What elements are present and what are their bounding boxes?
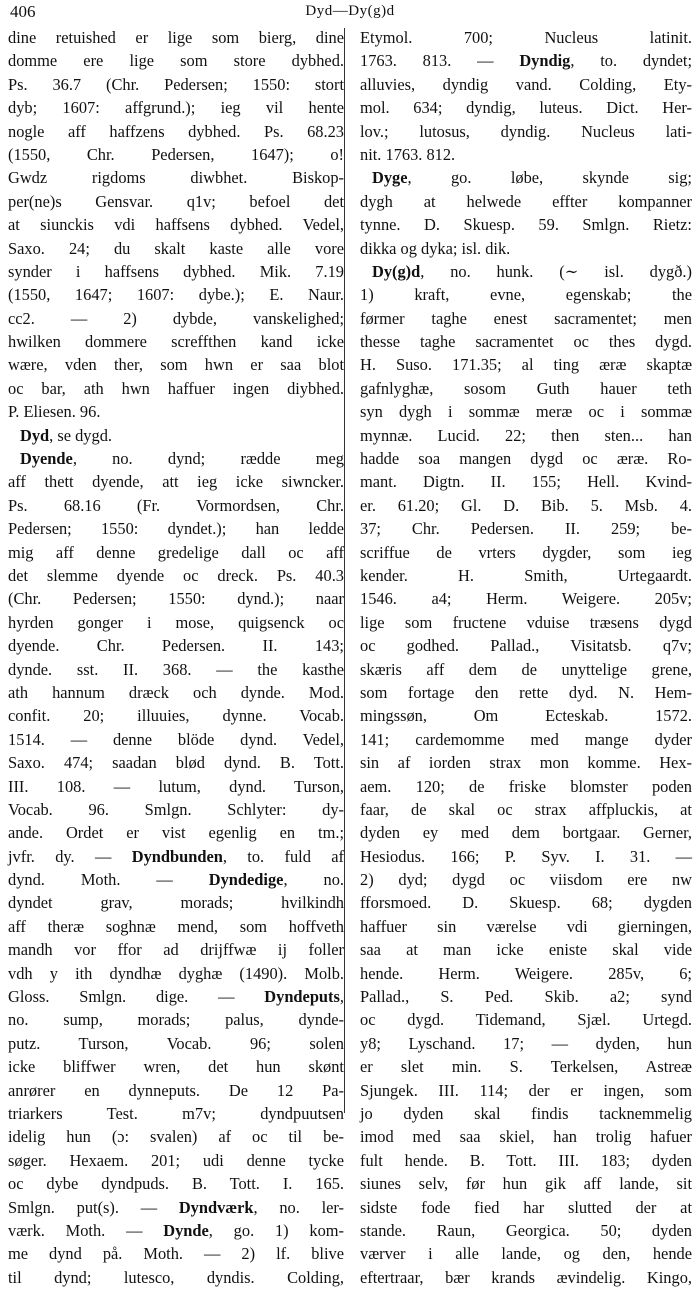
text-line (8, 541, 344, 564)
line-text: dynd. Moth. — (8, 870, 209, 890)
text-line (360, 283, 692, 306)
text-line (360, 541, 692, 564)
line-text: lov.; lutosus, dyndig. Nucleus lati- (360, 121, 692, 141)
text-line (8, 798, 344, 821)
line-text: det slemme dyende oc dreck. Ps. 40.3 (8, 565, 344, 585)
line-text: mig aff denne gredelige dall oc aff (8, 542, 344, 562)
text-line (8, 1032, 344, 1055)
line-text: aem. 120; de friske blomster poden (360, 776, 692, 796)
text-line (8, 400, 344, 423)
text-line (360, 213, 692, 236)
text-line (360, 821, 692, 844)
line-text: mant. Digtn. II. 155; Hell. Kvind- (360, 472, 692, 492)
line-text: aff theræ soghnæ mend, som hoffveth (8, 916, 344, 936)
text-line (8, 470, 344, 493)
line-text: icke bliffwer wren, det hun skønt (8, 1057, 344, 1077)
text-line (8, 1219, 344, 1242)
line-text: mandh vor ffor ad drijffwæ ij foller (8, 940, 344, 960)
text-line (8, 1008, 344, 1031)
line-text: no. sump, morads; palus, dynde- (8, 1010, 344, 1030)
line-text: aff thett dyende, att ieg icke siwncker. (8, 472, 344, 492)
line-text: 37; Chr. Pedersen. II. 259; be- (360, 519, 692, 539)
line-text: førmer taghe enest sacramentet; men (360, 308, 692, 328)
line-text: dygh at helwede effter kompanner (360, 191, 692, 211)
text-line (360, 915, 692, 938)
text-line (8, 868, 344, 891)
line-text: hyrden gonger i mose, quigsenck oc (8, 612, 344, 632)
text-line (8, 587, 344, 610)
text-line (8, 845, 344, 868)
headword: Dynde (163, 1220, 209, 1240)
line-text: ath hannum dræck och dynde. Mod. (8, 682, 344, 702)
line-text: mingssøn, Om Ecteskab. 1572. (360, 706, 692, 726)
text-line (360, 938, 692, 961)
line-text: alluvies, dyndig vand. Colding, Ety- (360, 74, 692, 94)
line-text: dyende. Chr. Pedersen. II. 143; (8, 636, 344, 656)
text-line (8, 751, 344, 774)
line-text: , go. løbe, skynde sig; (407, 168, 692, 188)
text-line (8, 377, 344, 400)
text-line (360, 26, 692, 49)
right-column (360, 26, 693, 1287)
text-line (8, 143, 344, 166)
line-text: Etymol. 700; Nucleus latinit. (360, 28, 692, 47)
text-line (360, 447, 692, 470)
text-line (360, 634, 692, 657)
text-line (8, 1149, 344, 1172)
column-divider (344, 28, 345, 1113)
text-line (360, 1008, 692, 1031)
line-text: Pallad., S. Ped. Skib. a2; synd (360, 987, 692, 1007)
text-line (8, 728, 344, 751)
line-text: , to. dyndet; (570, 51, 693, 71)
line-text: scriffue de vrters dygder, som ieg (360, 542, 692, 562)
line-text: cc2. — 2) dybde, vanskelighed; (8, 308, 344, 328)
line-text: , to. fuld af (222, 846, 344, 866)
text-line (360, 891, 692, 914)
line-text: Pedersen; 1550: dyndet.); han ledde (8, 519, 344, 539)
text-line (8, 330, 344, 353)
text-line (360, 658, 692, 681)
line-text: gafnlyghæ, sosom Guth hauer teth (360, 378, 692, 398)
line-text: fforsmoed. D. Skuesp. 68; dygden (360, 893, 692, 913)
line-text: Ps. 68.16 (Fr. Vormordsen, Chr. (8, 495, 344, 515)
text-line (360, 1102, 692, 1125)
line-text: ande. Ordet er vist egenlig en tm.; (8, 823, 344, 843)
text-line (8, 962, 344, 985)
line-text: wære, vden ther, som hwn er saa blot (8, 355, 344, 375)
text-line (360, 237, 692, 260)
text-line (360, 611, 692, 634)
line-text: (1550, 1647; 1607: dybe.); E. Naur. (8, 285, 344, 305)
running-head: Dyd—Dy(g)d (305, 3, 395, 19)
text-line (360, 166, 692, 189)
line-text: III. 108. — lutum, dynd. Turson, (8, 776, 344, 796)
line-text: værk. Moth. — (8, 1220, 164, 1240)
line-text: jvfr. dy. — (8, 846, 132, 866)
text-line (8, 1055, 344, 1078)
text-line (360, 845, 692, 868)
line-text: hwilken dommere screffthen kand icke (8, 332, 344, 352)
line-text: domme ere lige som store dybhed. (8, 51, 344, 71)
line-text: , no. ler- (253, 1197, 344, 1217)
line-text: dyden ey med dem bortgaar. Gerner, (360, 823, 692, 843)
line-text: dine retuished er lige som bierg, dine (8, 28, 344, 47)
text-line (360, 798, 692, 821)
line-text: mol. 634; dyndig, luteus. Dict. Her- (360, 98, 692, 118)
text-line (360, 377, 692, 400)
line-text: 1763. 813. — (360, 51, 520, 71)
text-line (8, 49, 344, 72)
headword: Dyndbunden (131, 846, 223, 866)
text-line (360, 353, 692, 376)
line-text: vdh y ith dyndhæ dyghæ (1490). Molb. (8, 963, 344, 983)
line-text: Saxo. 24; du skalt kaste alle vore (8, 238, 344, 258)
text-line (8, 1242, 344, 1265)
line-text: Sjungek. III. 114; der er ingen, som (360, 1080, 692, 1100)
line-text: me dynd på. Moth. — 2) lf. blive (8, 1244, 344, 1264)
text-line (8, 658, 344, 681)
headword: Dyndig (519, 51, 571, 71)
headword: Dy(g)d (372, 261, 421, 281)
text-line (360, 868, 692, 891)
text-line (8, 564, 344, 587)
line-text: oc godhed. Pallad., Visitatsb. q7v; (360, 636, 692, 656)
line-text: 1546. a4; Herm. Weigere. 205v; (360, 589, 692, 609)
line-text: 1514. — denne blöde dynd. Vedel, (8, 729, 344, 749)
text-line (8, 237, 344, 260)
line-text: værver i alle lande, og den, hende (360, 1244, 692, 1264)
text-line (360, 1125, 692, 1148)
text-line (360, 96, 692, 119)
text-line (8, 26, 344, 49)
line-text: Hesiodus. 166; P. Syv. I. 31. — (360, 846, 692, 866)
text-line (360, 1266, 692, 1289)
line-text: skæris aff dem de unyttelige grene, (360, 659, 692, 679)
text-line (8, 166, 344, 189)
text-line (8, 494, 344, 517)
line-text: siunes selv, før hun gik aff lande, sit (360, 1174, 692, 1194)
line-text: anrører en dynneputs. De 12 Pa- (8, 1080, 344, 1100)
text-line (360, 1196, 692, 1219)
text-line (360, 1219, 692, 1242)
text-line (360, 330, 692, 353)
line-text: til dynd; lutesco, dyndis. Colding, (8, 1267, 344, 1287)
line-text: nit. 1763. 812. (360, 144, 456, 164)
text-line (360, 1172, 692, 1195)
line-text: Gloss. Smlgn. dige. — (8, 987, 265, 1007)
line-text: dikka og dyka; isl. dik. (360, 238, 511, 258)
text-line (8, 891, 344, 914)
text-line (8, 681, 344, 704)
line-text: , no. hunk. (∼ isl. dygð.) (420, 261, 692, 281)
line-text: nogle aff haffzens dybhed. Ps. 68.23 (8, 121, 344, 141)
text-line (8, 213, 344, 236)
text-line (8, 120, 344, 143)
text-line (8, 1079, 344, 1102)
text-line (360, 143, 692, 166)
text-line (8, 260, 344, 283)
line-text: mynnæ. Lucid. 22; then sten... han (360, 425, 692, 445)
text-line (8, 190, 344, 213)
line-text: søger. Hexaem. 201; udi denne tycke (8, 1150, 344, 1170)
text-line (360, 400, 692, 423)
headword: Dyd (20, 425, 50, 445)
line-text: 141; cardemomme med mange dyder (360, 729, 692, 749)
line-text: dynde. sst. II. 368. — the kasthe (8, 659, 344, 679)
line-text: lige som fructene vduise træsens dygd (360, 612, 692, 632)
line-text: fult hende. B. Tott. III. 183; dyden (360, 1150, 692, 1170)
line-text: oc dygd. Tidemand, Sjæl. Urtegd. (360, 1010, 692, 1030)
line-text: (1550, Chr. Pedersen, 1647); o! (8, 144, 344, 164)
line-text: kender. H. Smith, Urtegaardt. (360, 565, 692, 585)
line-text: confit. 20; illuuies, dynne. Vocab. (8, 706, 344, 726)
line-text: Saxo. 474; saadan blød dynd. B. Tott. (8, 753, 344, 773)
text-line (360, 1242, 692, 1265)
text-line (360, 775, 692, 798)
text-line (360, 190, 692, 213)
line-text: stande. Raun, Georgica. 50; dyden (360, 1220, 692, 1240)
line-text: y8; Lyschand. 17; — dyden, hun (360, 1033, 692, 1053)
line-text: er slet min. S. Terkelsen, Astreæ (360, 1057, 692, 1077)
text-line (8, 915, 344, 938)
text-line (360, 587, 692, 610)
text-line (360, 1149, 692, 1172)
text-line (360, 728, 692, 751)
text-line (8, 447, 344, 470)
line-text: er. 61.20; Gl. D. Bib. 5. Msb. 4. (360, 495, 692, 515)
line-text: jo dyden skal findis tacknemmelig (360, 1103, 692, 1123)
text-line (360, 962, 692, 985)
line-text: Vocab. 96. Smlgn. Schlyter: dy- (8, 799, 344, 819)
text-line (360, 494, 692, 517)
line-text: , go. 1) kom- (208, 1220, 344, 1240)
text-line (360, 470, 692, 493)
line-text: P. Eliesen. 96. (8, 402, 101, 422)
text-line (360, 704, 692, 727)
line-text: sidste fode fied har slutted der at (360, 1197, 692, 1217)
line-text: oc dybe dyndpuds. B. Tott. I. 165. (8, 1174, 344, 1194)
text-line (8, 634, 344, 657)
line-text: , no. (283, 870, 344, 890)
line-text: putz. Turson, Vocab. 96; solen (8, 1033, 344, 1053)
text-line (360, 307, 692, 330)
headword: Dyndværk (178, 1197, 254, 1217)
text-line (8, 353, 344, 376)
line-text: , no. dynd; rædde meg (72, 449, 344, 469)
text-line (8, 1172, 344, 1195)
text-line (360, 985, 692, 1008)
line-text: faar, de skal oc strax affpluckis, at (360, 799, 692, 819)
text-line (360, 517, 692, 540)
line-text: synder i haffsens dybhed. Mik. 7.19 (8, 261, 344, 281)
line-text: H. Suso. 171.35; al ting æræ skaptæ (360, 355, 692, 375)
line-text: haffuer sin værelse vdi gierningen, (360, 916, 692, 936)
page-number: 406 (10, 2, 36, 21)
line-text: dyndet grav, morads; hvilkindh (8, 893, 344, 913)
text-line (8, 821, 344, 844)
line-text: idelig hun (ɔ: svalen) af oc til be- (8, 1127, 344, 1147)
page-header (8, 2, 692, 24)
line-text: thesse taghe sacramentet oc thes dygd. (360, 332, 692, 352)
text-line (8, 938, 344, 961)
line-text: (Chr. Pedersen; 1550: dynd.); naar (8, 589, 344, 609)
text-line (8, 73, 344, 96)
text-line (360, 260, 692, 283)
line-text: oc bar, ath hwn haffuer ingen diybhed. (8, 378, 344, 398)
line-text: hende. Herm. Weigere. 285v, 6; (360, 963, 692, 983)
headword: Dyndeputs (264, 987, 340, 1007)
line-text: sin af iorden strax mon komme. Hex- (360, 753, 692, 773)
text-columns (8, 26, 693, 1287)
text-line (8, 307, 344, 330)
line-text: , (339, 987, 344, 1007)
text-line (360, 120, 692, 143)
left-column (8, 26, 344, 1287)
text-line (360, 751, 692, 774)
line-text: dyb; 1607: affgrund.); ieg vil hente (8, 98, 344, 118)
line-text: imod med saa skiel, han trolig hafuer (360, 1127, 692, 1147)
line-text: saa at man icke eniste skal vide (360, 940, 692, 960)
text-line (8, 704, 344, 727)
text-line (360, 49, 692, 72)
line-text: Gwdz rigdoms diwbhet. Biskop- (8, 168, 344, 188)
line-text: , se dygd. (49, 425, 112, 445)
text-line (8, 1102, 344, 1125)
text-line (8, 1125, 344, 1148)
text-line (8, 1196, 344, 1219)
text-line (8, 775, 344, 798)
text-line (8, 424, 344, 447)
text-line (8, 517, 344, 540)
text-line (360, 564, 692, 587)
line-text: som fortage den rette dyd. N. Hem- (360, 682, 692, 702)
headword: Dyge (372, 168, 408, 188)
text-line (8, 985, 344, 1008)
headword: Dyndedige (208, 870, 284, 890)
text-line (8, 283, 344, 306)
line-text: hadde soa mangen dygd oc æræ. Ro- (360, 449, 692, 469)
line-text: syn dygh i sommæ meræ oc i sommæ (360, 402, 692, 422)
text-line (360, 424, 692, 447)
line-text: per(ne)s Gensvar. q1v; befoel det (8, 191, 344, 211)
text-line (360, 681, 692, 704)
text-line (360, 1032, 692, 1055)
line-text: tynne. D. Skuesp. 59. Smlgn. Rietz: (360, 215, 692, 235)
headword: Dyende (20, 449, 73, 469)
line-text: triarkers Test. m7v; dyndpuutsen (8, 1103, 344, 1123)
text-line (8, 96, 344, 119)
line-text: Ps. 36.7 (Chr. Pedersen; 1550: stort (8, 74, 344, 94)
line-text: Smlgn. put(s). — (8, 1197, 179, 1217)
line-text: eftertraar, bær krands ævindelig. Kingo, (360, 1267, 692, 1287)
line-text: at siunckis vdi haffsens dybhed. Vedel, (8, 215, 344, 235)
line-text: 1) kraft, evne, egenskab; the (360, 285, 692, 305)
text-line (360, 1055, 692, 1078)
text-line (360, 73, 692, 96)
line-text: 2) dyd; dygd oc viisdom ere nw (360, 870, 692, 890)
text-line (8, 1266, 344, 1289)
text-line (360, 1079, 692, 1102)
text-line (8, 611, 344, 634)
